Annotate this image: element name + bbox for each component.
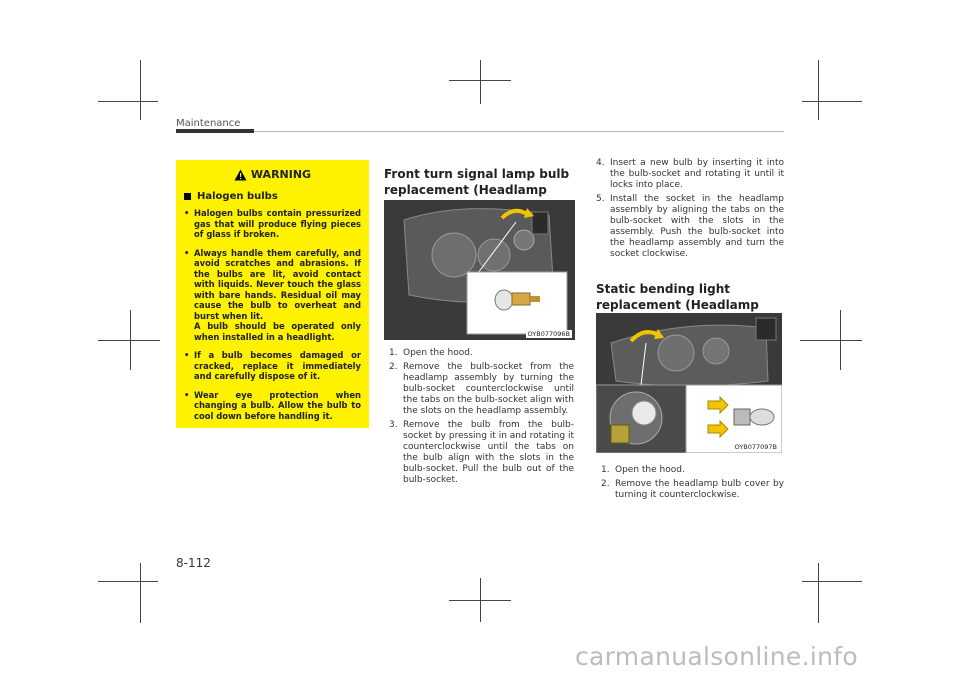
figure-code: OYB077097B — [734, 443, 777, 451]
step-item: 3. Remove the bulb from the bulb-socket by pressing it in and rotating it counterclockwise until the tabs on the bulb align with the slots in the bulb-socket. Pull the bulb out of the bulb-socket. — [389, 420, 574, 485]
crop-mark — [480, 578, 481, 622]
step-list — [389, 348, 574, 489]
crop-mark — [840, 310, 841, 370]
warning-item-extra: A bulb should be operated only when installed in a headlight. — [194, 321, 361, 342]
step-item: 2. Remove the headlamp bulb cover by turning it counterclockwise. — [601, 479, 784, 500]
crop-mark — [818, 60, 819, 120]
warning-triangle-icon — [234, 169, 247, 181]
warning-subtitle — [184, 191, 361, 202]
crop-mark — [480, 60, 481, 104]
crop-mark — [802, 101, 862, 102]
step-list — [601, 465, 784, 504]
headlamp-figure — [384, 200, 575, 340]
step-item: 2. Remove the bulb-socket from the headlamp assembly by turning the bulb-socket counterclockwise until the tabs on the bulb-socket align with the slots on the headlamp assembly. — [389, 362, 574, 416]
warning-heading — [184, 168, 361, 181]
step-item: 1. Open the hood. — [601, 465, 685, 475]
warning-title: WARNING — [250, 168, 312, 181]
section-title: Front turn signal lamp bulb replacement (Headlamp — [384, 167, 570, 197]
warning-item: • Always handle them carefully, and avoid scratches and abrasions. If the bulbs are lit, avoid contact with liquids. Never touch the glass with bare hands. Residual oil may cause the bulb to overheat and burst when lit. A bulb should be operated only when installed in a headlight. — [184, 248, 361, 343]
bending-light-illustration — [596, 313, 782, 453]
warning-subtitle-text: Halogen bulbs — [197, 191, 278, 202]
warning-list — [184, 208, 361, 421]
warning-item: • Halogen bulbs contain pressurized gas that will produce flying pieces of glass if broken. — [184, 208, 361, 240]
crop-mark — [98, 340, 160, 341]
page-number: 8-112 — [176, 556, 211, 570]
warning-item: • If a bulb becomes damaged or cracked, replace it immediately and carefully dispose of it. — [184, 350, 361, 382]
crop-mark — [140, 563, 141, 623]
header-bar — [176, 129, 254, 133]
step-list — [596, 158, 784, 263]
headlamp-illustration — [384, 200, 575, 340]
crop-mark — [140, 60, 141, 120]
section-header: Maintenance — [176, 118, 241, 129]
step-item: 1. Open the hood. — [389, 348, 473, 358]
watermark: carmanualsonline.info — [575, 642, 858, 671]
step-item: 4. Insert a new bulb by inserting it into the bulb-socket and rotating it until it locks into place. — [596, 158, 784, 190]
crop-mark — [130, 310, 131, 370]
crop-mark — [98, 101, 158, 102]
step-item: 5. Install the socket in the headlamp assembly by aligning the tabs on the bulb-socket with the slots in the assembly. Push the bulb-socket into the headlamp assembly and turn the socket clockwise. — [596, 194, 784, 259]
figure-code: OYB077096B — [527, 330, 570, 338]
section-title: Static bending light replacement (Headlamp — [596, 282, 759, 312]
crop-mark — [802, 581, 862, 582]
square-bullet-icon — [184, 193, 191, 200]
crop-mark — [98, 581, 158, 582]
bending-light-figure — [596, 313, 782, 453]
warning-box — [176, 160, 369, 428]
warning-item: • Wear eye protection when changing a bulb. Allow the bulb to cool down before handling it. — [184, 390, 361, 422]
crop-mark — [818, 563, 819, 623]
header-rule — [254, 131, 784, 132]
crop-mark — [800, 340, 862, 341]
